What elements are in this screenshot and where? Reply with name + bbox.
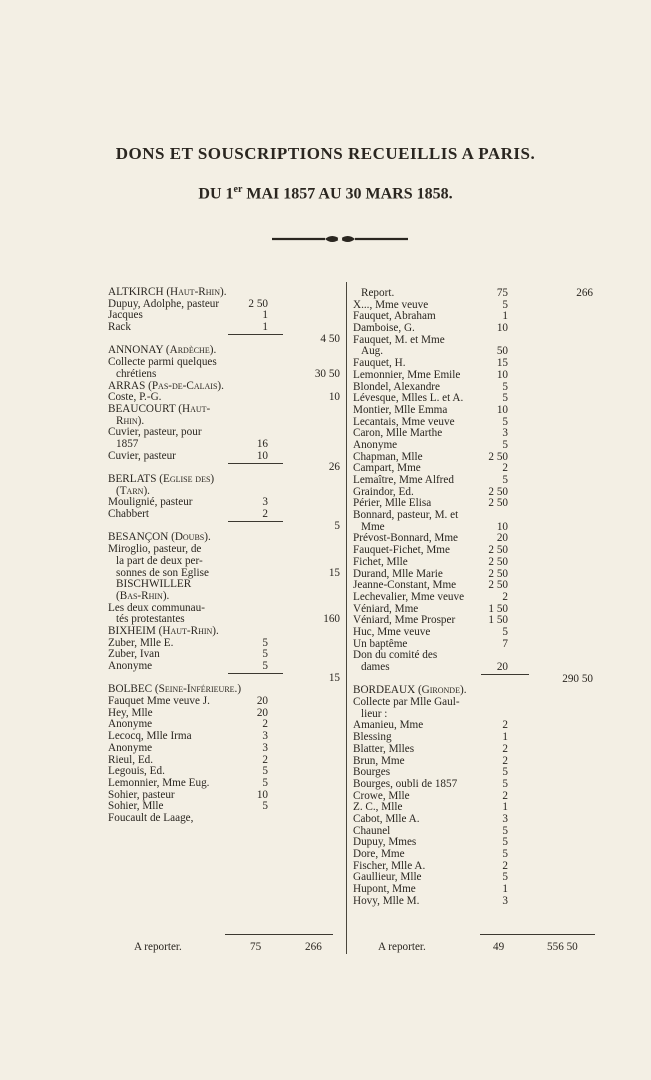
entry-amount: 5 bbox=[262, 648, 268, 661]
right-footer-label: A reporter. bbox=[378, 941, 426, 953]
entry-label: Legouis, Ed. bbox=[108, 765, 165, 778]
left-footer-subtotal: 75 bbox=[250, 941, 262, 953]
entry-label: Cuvier, pasteur bbox=[108, 449, 176, 462]
left-footer-total: 266 bbox=[305, 941, 322, 953]
entry-total: 266 bbox=[576, 287, 593, 299]
entry-row bbox=[353, 323, 593, 335]
entry-label: Huc, Mme veuve bbox=[353, 625, 431, 638]
entry-label: Cuvier, pasteur, pour bbox=[108, 426, 202, 439]
entry-amount: 5 bbox=[502, 415, 508, 428]
entry-amount: 5 bbox=[262, 800, 268, 813]
entry-label: Sohier, pasteur bbox=[108, 788, 175, 801]
entry-row bbox=[353, 557, 593, 569]
right-footer-total: 556 50 bbox=[547, 941, 578, 953]
entry-label: Chapman, Mlle bbox=[353, 450, 423, 463]
entry-label: (Bas-Rhin). bbox=[116, 589, 170, 602]
entry-label: Crowe, Mlle bbox=[353, 789, 410, 802]
entry-row bbox=[108, 369, 343, 381]
entry-amount: 5 bbox=[502, 848, 508, 860]
entry-amount: 2 bbox=[502, 742, 508, 755]
entry-label: Bourges bbox=[353, 766, 391, 779]
entry-row bbox=[353, 662, 593, 674]
entry-amount: 5 bbox=[262, 660, 268, 672]
entry-amount: 2 bbox=[262, 508, 268, 521]
entry-total: 160 bbox=[323, 613, 340, 626]
entry-label: Périer, Mlle Elisa bbox=[353, 497, 432, 510]
entry-amount: 5 bbox=[502, 380, 508, 393]
entry-label: Damboise, G. bbox=[353, 322, 415, 335]
entry-amount: 2 50 bbox=[488, 579, 508, 592]
entry-label: Fischer, Mlle A. bbox=[353, 859, 426, 872]
entry-label: Fauquet Mme veuve J. bbox=[108, 695, 210, 708]
entry-label: Don du comité des bbox=[353, 649, 438, 662]
entry-amount: 10 bbox=[496, 520, 508, 533]
column-divider bbox=[346, 282, 347, 954]
entry-row bbox=[353, 697, 593, 709]
entry-amount: 2 50 bbox=[488, 567, 508, 580]
entry-label: BOLBEC (Seine-Inférieure.) bbox=[108, 683, 242, 696]
entry-label: Blondel, Alexandre bbox=[353, 380, 440, 393]
entry-row bbox=[108, 451, 343, 463]
entry-label: Fauquet, H. bbox=[353, 357, 406, 370]
entry-amount: 5 bbox=[262, 765, 268, 778]
entry-amount: 20 bbox=[256, 695, 268, 708]
entry-row bbox=[108, 696, 343, 708]
entry-label: Rhin). bbox=[116, 414, 145, 427]
entry-amount: 3 bbox=[262, 741, 268, 754]
entry-label: Véniard, Mme Prosper bbox=[353, 614, 456, 627]
entry-amount: 1 bbox=[262, 309, 268, 322]
entry-amount: 2 bbox=[262, 718, 268, 731]
entry-amount: 1 bbox=[502, 310, 508, 323]
entry-label: tés protestantes bbox=[116, 613, 185, 626]
entry-amount: 75 bbox=[496, 287, 508, 299]
entry-amount: 5 bbox=[502, 392, 508, 405]
left-footer-label: A reporter. bbox=[134, 941, 182, 953]
entry-amount: 2 50 bbox=[488, 497, 508, 510]
entry-amount: 1 bbox=[502, 801, 508, 814]
entry-amount: 2 50 bbox=[488, 555, 508, 568]
entry-label: BIXHEIM (Haut-Rhin). bbox=[108, 624, 219, 637]
entry-label: lieur : bbox=[361, 707, 388, 720]
page-title: DONS ET SOUSCRIPTIONS RECUEILLIS A PARIS. bbox=[115, 144, 536, 163]
entry-total: 4 50 bbox=[320, 332, 340, 345]
entry-amount: 1 bbox=[502, 883, 508, 896]
page-subtitle: DU 1er MAI 1857 AU 30 MARS 1858. bbox=[198, 184, 453, 203]
entry-row bbox=[353, 896, 593, 908]
entry-label: 1857 bbox=[116, 437, 139, 450]
entry-label: Blessing bbox=[353, 731, 392, 744]
entry-label: Anonyme bbox=[108, 718, 153, 731]
entry-amount: 2 50 bbox=[488, 450, 508, 463]
right-footer-subtotal: 49 bbox=[493, 941, 505, 953]
entry-label: BISCHWILLER bbox=[116, 578, 192, 591]
entry-label: Prévost-Bonnard, Mme bbox=[353, 532, 459, 545]
entry-label: Chaunel bbox=[353, 824, 391, 837]
entry-amount: 3 bbox=[502, 812, 508, 825]
entry-label: Chabbert bbox=[108, 508, 150, 521]
entry-label: BEAUCOURT (Haut- bbox=[108, 402, 211, 415]
entry-label: Rieul, Ed. bbox=[108, 753, 154, 766]
entry-label: Rack bbox=[108, 321, 131, 334]
entry-label: dames bbox=[361, 661, 390, 673]
entry-label: Hey, Mlle bbox=[108, 706, 153, 719]
entry-row bbox=[353, 849, 593, 861]
entry-amount: 2 bbox=[502, 462, 508, 475]
entry-row bbox=[353, 475, 593, 487]
entry-label: Hupont, Mme bbox=[353, 883, 416, 896]
entry-label: Zuber, Ivan bbox=[108, 648, 160, 661]
entry-amount: 2 bbox=[262, 753, 268, 766]
entry-amount: 10 bbox=[496, 368, 508, 381]
entry-label: X..., Mme veuve bbox=[353, 298, 429, 311]
entry-amount: 5 bbox=[502, 777, 508, 790]
entry-label: sonnes de son Eglise bbox=[116, 566, 209, 579]
entry-amount: 7 bbox=[502, 637, 508, 650]
entry-amount: 5 bbox=[262, 636, 268, 649]
entry-label: ANNONAY (Ardèche). bbox=[108, 344, 217, 357]
entry-row bbox=[108, 439, 343, 451]
entry-row bbox=[108, 778, 343, 790]
entry-total: 15 bbox=[328, 671, 340, 684]
entry-amount: 1 bbox=[502, 731, 508, 744]
entry-row bbox=[108, 509, 343, 521]
entry-total: 26 bbox=[328, 461, 340, 474]
entry-label: Fauquet-Fichet, Mme bbox=[353, 544, 450, 557]
entry-amount: 20 bbox=[496, 661, 508, 673]
entry-total: 290 50 bbox=[562, 672, 593, 685]
entry-label: Graindor, Ed. bbox=[353, 485, 414, 498]
entry-label: Fauquet, Abraham bbox=[353, 310, 436, 323]
entry-amount: 1 50 bbox=[488, 614, 508, 627]
entry-label: Lecocq, Mlle Irma bbox=[108, 730, 192, 743]
entry-label: Lévesque, Mlles L. et A. bbox=[353, 392, 464, 405]
entry-amount: 3 bbox=[262, 496, 268, 509]
entry-row bbox=[353, 440, 593, 452]
entry-label: Miroglio, pasteur, de bbox=[108, 543, 202, 556]
entry-amount: 2 50 bbox=[248, 297, 268, 310]
entry-amount: 20 bbox=[256, 706, 268, 719]
entry-total: 5 bbox=[334, 519, 340, 532]
entry-label: Brun, Mme bbox=[353, 754, 405, 767]
entry-label: Collecte parmi quelques bbox=[108, 356, 217, 369]
entry-amount: 2 bbox=[502, 859, 508, 872]
entry-label: Durand, Mlle Marie bbox=[353, 567, 443, 580]
entry-label: la part de deux per- bbox=[116, 554, 203, 567]
entry-amount: 5 bbox=[502, 438, 508, 451]
entry-label: Gaullieur, Mlle bbox=[353, 871, 422, 884]
entry-amount: 2 50 bbox=[488, 485, 508, 498]
entry-label: Fichet, Mlle bbox=[353, 555, 408, 568]
entry-label: Un baptême bbox=[353, 637, 408, 650]
entry-row bbox=[108, 813, 343, 825]
entry-label: Amanieu, Mme bbox=[353, 719, 424, 732]
entry-row bbox=[353, 884, 593, 896]
entry-label: Lemonnier, Mme Eug. bbox=[108, 776, 210, 789]
entry-row bbox=[108, 743, 343, 755]
entry-label: Les deux communau- bbox=[108, 601, 205, 614]
entry-label: Cabot, Mlle A. bbox=[353, 812, 420, 825]
entry-label: Jeanne-Constant, Mme bbox=[353, 579, 457, 592]
entry-label: Moulignié, pasteur bbox=[108, 496, 193, 509]
entry-label: Anonyme bbox=[108, 660, 153, 672]
entry-amount: 3 bbox=[262, 730, 268, 743]
entry-label: Jacques bbox=[108, 309, 143, 322]
entry-label: BESANÇON (Doubs). bbox=[108, 531, 211, 544]
entry-label: Anonyme bbox=[108, 741, 153, 754]
entry-amount: 1 50 bbox=[488, 602, 508, 615]
entry-label: Mme bbox=[361, 520, 385, 533]
entry-row bbox=[108, 427, 343, 439]
right-footer-rule bbox=[480, 934, 595, 935]
entry-row bbox=[353, 744, 593, 756]
entry-amount: 2 bbox=[502, 719, 508, 732]
entry-amount: 5 bbox=[502, 871, 508, 884]
entry-amount: 2 bbox=[502, 754, 508, 767]
entry-row bbox=[353, 370, 593, 382]
left-column bbox=[108, 287, 343, 825]
entry-label: Coste, P.-G. bbox=[108, 391, 162, 404]
entry-label: ARRAS (Pas-de-Calais). bbox=[108, 379, 224, 392]
entry-amount: 16 bbox=[256, 437, 268, 450]
entry-amount: 5 bbox=[502, 836, 508, 849]
entry-label: Anonyme bbox=[353, 438, 398, 451]
entry-amount: 5 bbox=[262, 776, 268, 789]
entry-amount: 10 bbox=[256, 449, 268, 462]
entry-amount: 5 bbox=[502, 824, 508, 837]
entry-label: Bourges, oubli de 1857 bbox=[353, 777, 458, 790]
entry-label: Caron, Mlle Marthe bbox=[353, 427, 443, 440]
section-heading bbox=[108, 404, 343, 416]
entry-label: Aug. bbox=[361, 345, 384, 358]
entry-row bbox=[353, 510, 593, 522]
entry-label: Véniard, Mme bbox=[353, 602, 419, 615]
entry-label: Zuber, Mlle E. bbox=[108, 636, 174, 649]
entry-amount: 2 50 bbox=[488, 544, 508, 557]
entry-label: Report. bbox=[361, 287, 395, 299]
entry-label: Bonnard, pasteur, M. et bbox=[353, 509, 459, 522]
entry-amount: 3 bbox=[502, 894, 508, 907]
entry-amount: 2 bbox=[502, 590, 508, 603]
section-heading bbox=[108, 474, 343, 486]
section-heading bbox=[108, 591, 343, 603]
entry-label: Montier, Mlle Emma bbox=[353, 403, 448, 416]
entry-amount: 10 bbox=[256, 788, 268, 801]
left-footer-rule bbox=[225, 934, 333, 935]
entry-amount: 5 bbox=[502, 474, 508, 486]
entry-row bbox=[353, 779, 593, 791]
entry-row bbox=[353, 288, 593, 300]
entry-row bbox=[353, 814, 593, 826]
entry-row bbox=[353, 627, 593, 639]
entry-row bbox=[108, 661, 343, 673]
entry-label: Dore, Mme bbox=[353, 848, 405, 860]
entry-label: Z. C., Mlle bbox=[353, 801, 403, 814]
entry-row bbox=[108, 322, 343, 334]
entry-row bbox=[108, 310, 343, 322]
entry-label: Foucault de Laage, bbox=[108, 811, 194, 824]
entry-label: Sohier, Mlle bbox=[108, 800, 164, 813]
ornament-divider-icon bbox=[270, 232, 410, 246]
entry-label: Lecantais, Mme veuve bbox=[353, 415, 455, 428]
entry-label: Collecte par Mlle Gaul- bbox=[353, 696, 460, 709]
entry-label: Lemonnier, Mme Emile bbox=[353, 368, 461, 381]
entry-label: Lemaître, Mme Alfred bbox=[353, 474, 454, 486]
entry-amount: 1 bbox=[262, 321, 268, 334]
entry-total: 30 50 bbox=[314, 367, 340, 380]
entry-amount: 5 bbox=[502, 625, 508, 638]
entry-amount: 15 bbox=[496, 357, 508, 370]
entry-label: Blatter, Mlles bbox=[353, 742, 415, 755]
entry-label: Hovy, Mlle M. bbox=[353, 894, 420, 907]
entry-label: Lechevalier, Mme veuve bbox=[353, 590, 465, 603]
entry-row bbox=[353, 335, 593, 347]
entry-label: (Tarn). bbox=[116, 484, 150, 497]
entry-row bbox=[108, 556, 343, 568]
entry-total: 15 bbox=[328, 566, 340, 579]
entry-row bbox=[353, 405, 593, 417]
section-heading bbox=[108, 626, 343, 638]
entry-amount: 3 bbox=[502, 427, 508, 440]
entry-amount: 2 bbox=[502, 789, 508, 802]
entry-label: ALTKIRCH (Haut-Rhin). bbox=[108, 286, 227, 298]
entry-amount: 5 bbox=[502, 766, 508, 779]
entry-label: Dupuy, Adolphe, pasteur bbox=[108, 297, 220, 310]
entry-label: Dupuy, Mmes bbox=[353, 836, 417, 849]
entry-amount: 10 bbox=[496, 403, 508, 416]
entry-label: chrétiens bbox=[116, 367, 157, 380]
entry-amount: 5 bbox=[502, 298, 508, 311]
section-heading bbox=[108, 287, 343, 299]
entry-total: 10 bbox=[328, 391, 340, 404]
entry-label: Fauquet, M. et Mme bbox=[353, 333, 445, 346]
entry-row bbox=[108, 299, 343, 311]
right-column bbox=[353, 288, 593, 907]
entry-label: BORDEAUX (Gironde). bbox=[353, 684, 467, 697]
entry-label: BERLATS (Eglise des) bbox=[108, 473, 215, 485]
entry-row bbox=[353, 592, 593, 604]
entry-amount: 50 bbox=[496, 345, 508, 358]
entry-label: Campart, Mme bbox=[353, 462, 421, 475]
entry-amount: 10 bbox=[496, 322, 508, 335]
entry-amount: 20 bbox=[496, 532, 508, 545]
